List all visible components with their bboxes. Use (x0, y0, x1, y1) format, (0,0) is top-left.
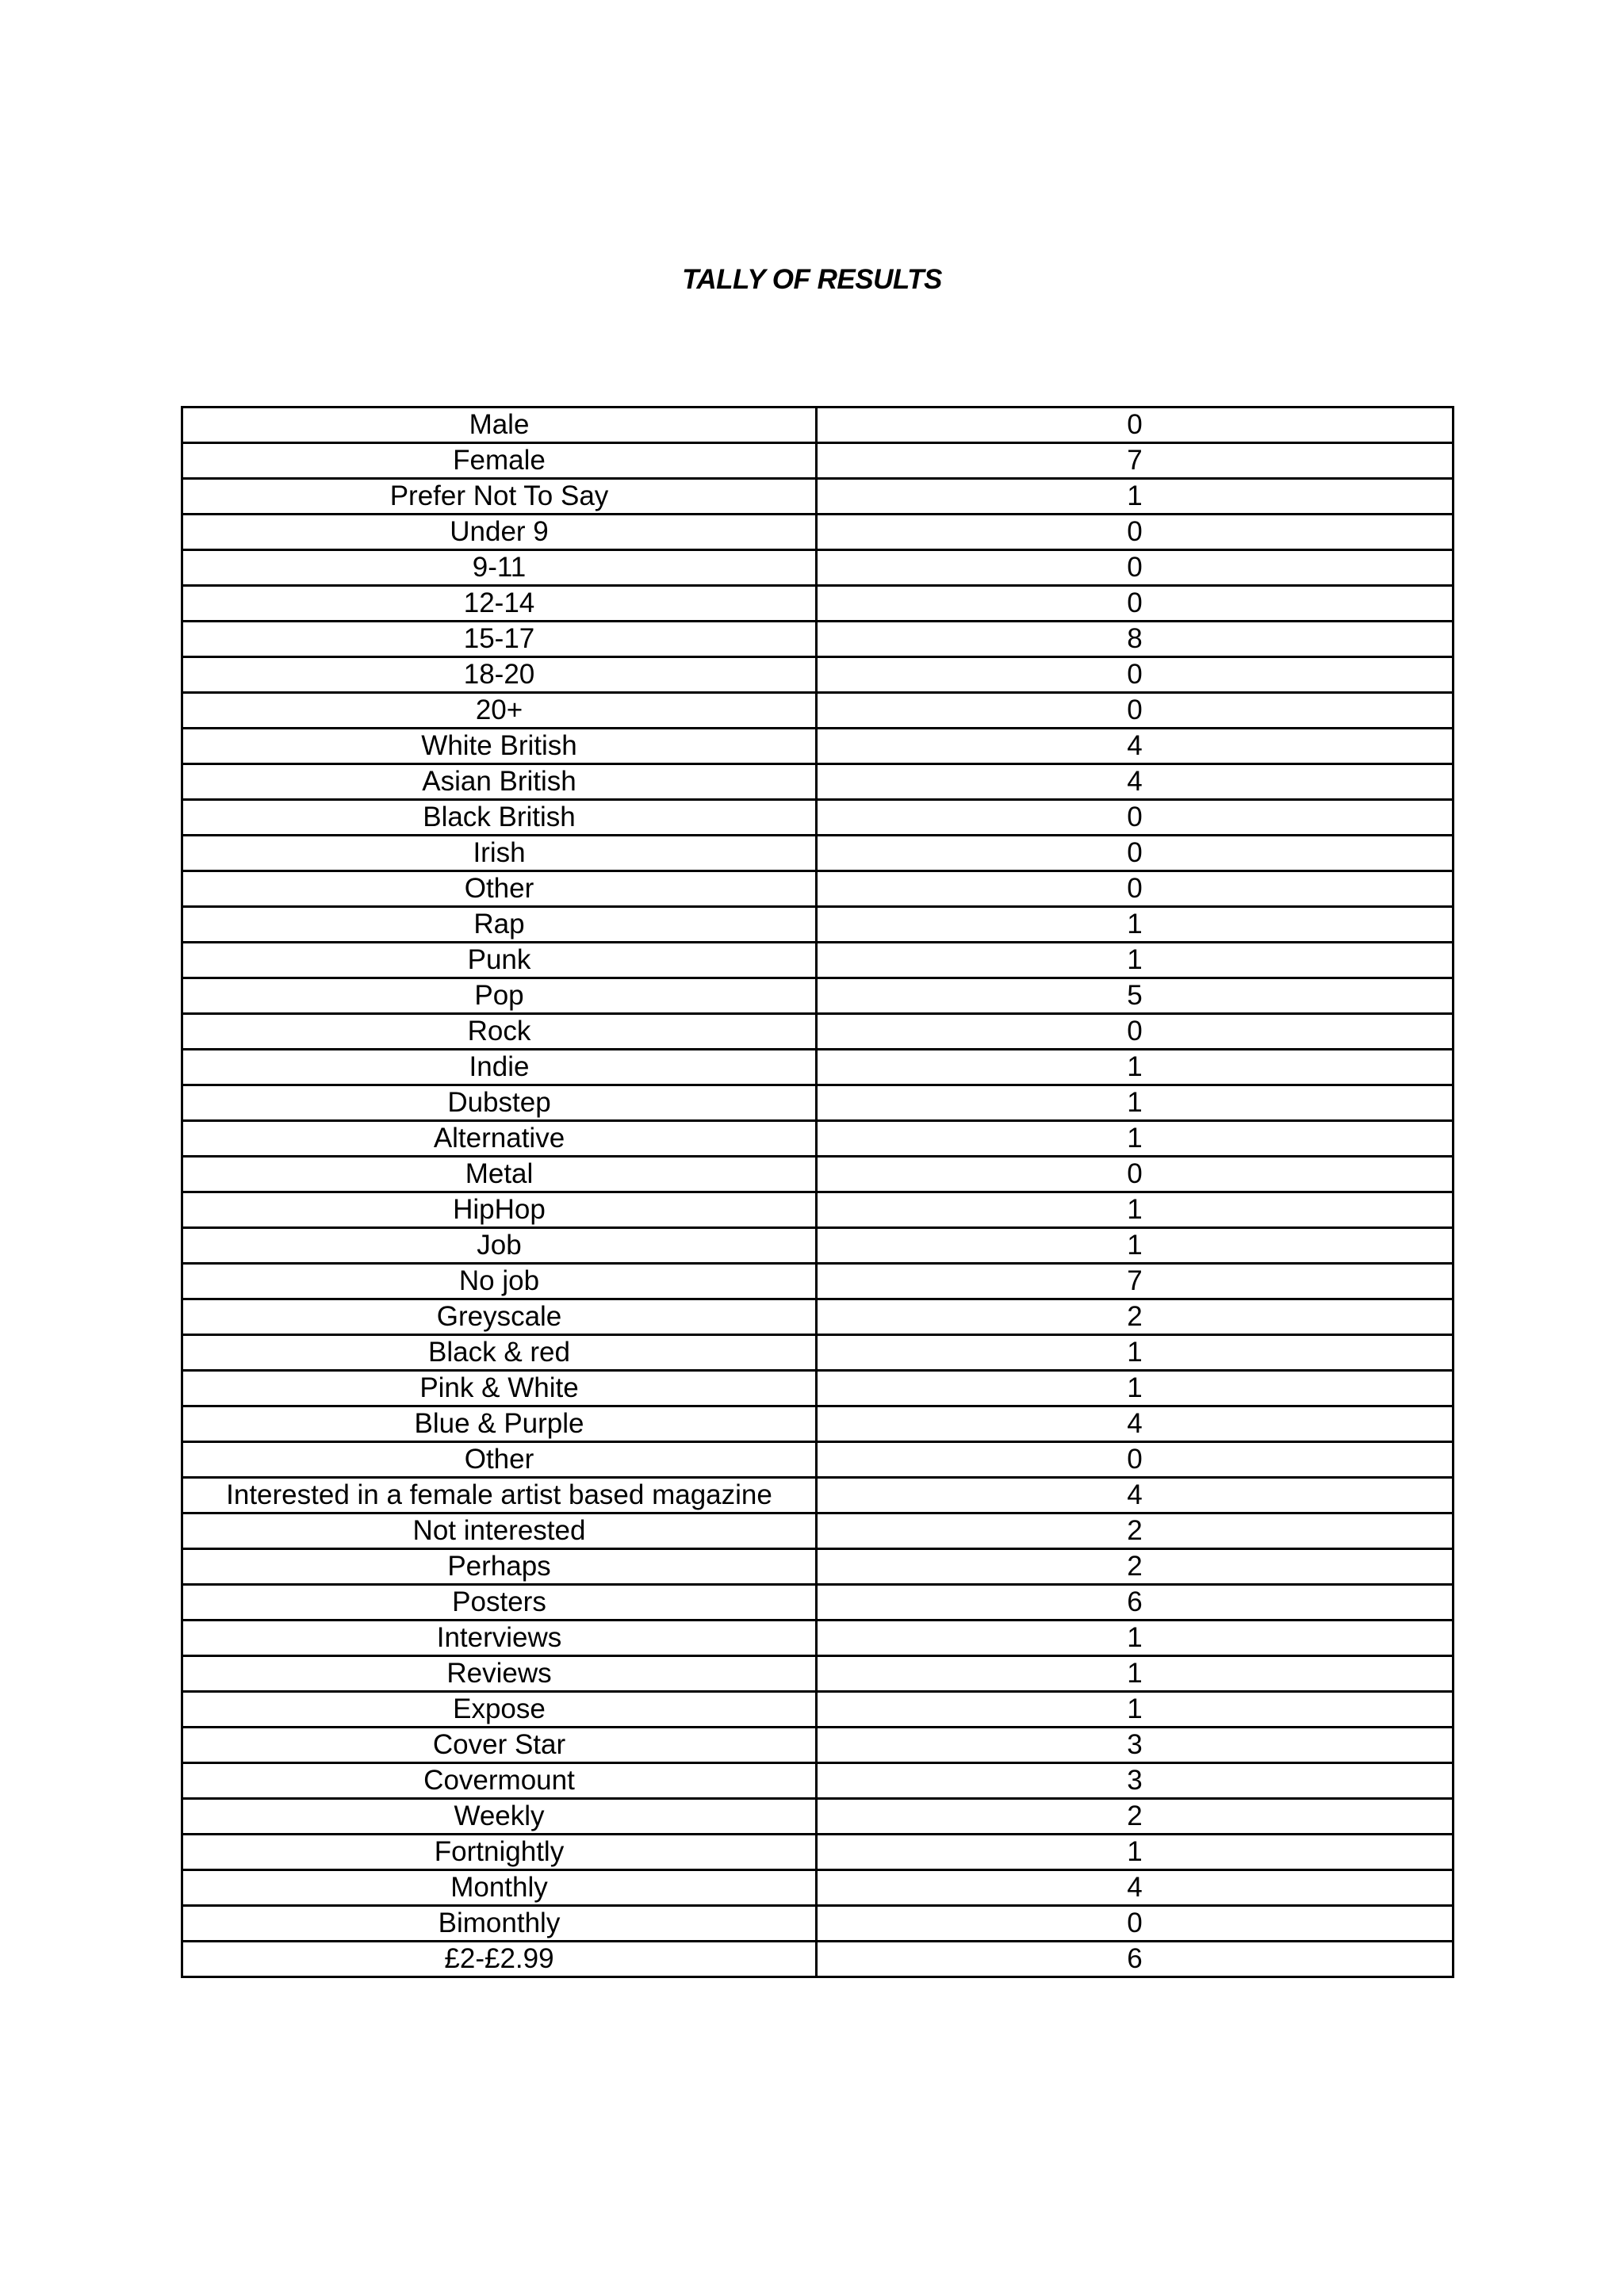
row-value: 7 (817, 1264, 1454, 1299)
row-value: 2 (817, 1299, 1454, 1335)
row-value: 1 (817, 1835, 1454, 1870)
row-value: 1 (817, 1621, 1454, 1656)
row-value: 0 (817, 515, 1454, 550)
row-label: No job (182, 1264, 817, 1299)
row-label: 20+ (182, 693, 817, 729)
table-row (182, 1014, 1454, 1050)
row-label: Bimonthly (182, 1906, 817, 1942)
row-value: 3 (817, 1728, 1454, 1763)
table-row (182, 1406, 1454, 1442)
row-label: Reviews (182, 1656, 817, 1692)
table-row (182, 408, 1454, 443)
table-row (182, 1050, 1454, 1085)
row-value: 0 (817, 1906, 1454, 1942)
table-row (182, 800, 1454, 836)
row-label: Monthly (182, 1870, 817, 1906)
table-row (182, 1478, 1454, 1513)
row-value: 4 (817, 1406, 1454, 1442)
row-label: Dubstep (182, 1085, 817, 1121)
row-value: 1 (817, 1335, 1454, 1371)
row-value: 1 (817, 1121, 1454, 1157)
row-label: Expose (182, 1692, 817, 1728)
table-row (182, 1299, 1454, 1335)
table-row (182, 693, 1454, 729)
row-value: 0 (817, 586, 1454, 622)
row-label: Asian British (182, 764, 817, 800)
row-value: 0 (817, 657, 1454, 693)
row-label: 12-14 (182, 586, 817, 622)
row-label: Punk (182, 943, 817, 978)
table-row (182, 978, 1454, 1014)
table-row (182, 1585, 1454, 1621)
row-label: Covermount (182, 1763, 817, 1799)
row-value: 3 (817, 1763, 1454, 1799)
row-value: 1 (817, 1050, 1454, 1085)
row-label: Metal (182, 1157, 817, 1192)
row-value: 1 (817, 943, 1454, 978)
row-value: 1 (817, 1371, 1454, 1406)
row-label: 18-20 (182, 657, 817, 693)
table-row (182, 1228, 1454, 1264)
row-label: Interviews (182, 1621, 817, 1656)
row-label: Other (182, 1442, 817, 1478)
tally-table-body (182, 408, 1454, 1977)
table-row (182, 764, 1454, 800)
table-row (182, 1763, 1454, 1799)
row-label: Other (182, 871, 817, 907)
row-label: 9-11 (182, 550, 817, 586)
table-row (182, 1549, 1454, 1585)
row-value: 0 (817, 1442, 1454, 1478)
row-label: Posters (182, 1585, 817, 1621)
row-value: 4 (817, 1870, 1454, 1906)
row-value: 2 (817, 1799, 1454, 1835)
row-value: 2 (817, 1549, 1454, 1585)
table-row (182, 1692, 1454, 1728)
row-label: Not interested (182, 1513, 817, 1549)
row-value: 4 (817, 729, 1454, 764)
table-row (182, 871, 1454, 907)
table-row (182, 1835, 1454, 1870)
row-value: 4 (817, 764, 1454, 800)
row-value: 6 (817, 1942, 1454, 1977)
row-value: 1 (817, 1692, 1454, 1728)
table-row (182, 836, 1454, 871)
table-row (182, 1799, 1454, 1835)
row-value: 1 (817, 1085, 1454, 1121)
row-label: Weekly (182, 1799, 817, 1835)
table-row (182, 1513, 1454, 1549)
table-row (182, 586, 1454, 622)
row-label: Fortnightly (182, 1835, 817, 1870)
row-value: 6 (817, 1585, 1454, 1621)
table-row (182, 943, 1454, 978)
row-label: Male (182, 408, 817, 443)
row-label: Black British (182, 800, 817, 836)
row-value: 0 (817, 836, 1454, 871)
table-row (182, 1085, 1454, 1121)
page-title: TALLY OF RESULTS (682, 264, 942, 295)
table-row (182, 1906, 1454, 1942)
row-value: 5 (817, 978, 1454, 1014)
row-label: Prefer Not To Say (182, 479, 817, 515)
row-value: 0 (817, 871, 1454, 907)
row-label: Blue & Purple (182, 1406, 817, 1442)
row-value: 1 (817, 479, 1454, 515)
row-label: Female (182, 443, 817, 479)
row-label: Black & red (182, 1335, 817, 1371)
row-label: Pink & White (182, 1371, 817, 1406)
row-label: HipHop (182, 1192, 817, 1228)
row-value: 0 (817, 408, 1454, 443)
row-value: 7 (817, 443, 1454, 479)
row-label: 15-17 (182, 622, 817, 657)
table-row (182, 729, 1454, 764)
row-value: 8 (817, 622, 1454, 657)
table-row (182, 1870, 1454, 1906)
row-label: White British (182, 729, 817, 764)
table-row (182, 1621, 1454, 1656)
row-label: Alternative (182, 1121, 817, 1157)
tally-table (181, 406, 1454, 1978)
table-row (182, 479, 1454, 515)
table-row (182, 1121, 1454, 1157)
row-value: 0 (817, 1157, 1454, 1192)
table-row (182, 907, 1454, 943)
row-label: Rock (182, 1014, 817, 1050)
table-row (182, 1335, 1454, 1371)
table-row (182, 622, 1454, 657)
table-row (182, 1442, 1454, 1478)
table-row (182, 1192, 1454, 1228)
table-row (182, 657, 1454, 693)
row-value: 1 (817, 1656, 1454, 1692)
table-row (182, 1942, 1454, 1977)
table-row (182, 515, 1454, 550)
row-value: 4 (817, 1478, 1454, 1513)
row-label: £2-£2.99 (182, 1942, 817, 1977)
row-label: Cover Star (182, 1728, 817, 1763)
row-value: 2 (817, 1513, 1454, 1549)
row-label: Indie (182, 1050, 817, 1085)
row-value: 1 (817, 907, 1454, 943)
row-label: Job (182, 1228, 817, 1264)
row-label: Rap (182, 907, 817, 943)
row-label: Irish (182, 836, 817, 871)
row-label: Interested in a female artist based magazine (182, 1478, 817, 1513)
table-row (182, 550, 1454, 586)
row-label: Greyscale (182, 1299, 817, 1335)
row-label: Pop (182, 978, 817, 1014)
row-value: 0 (817, 800, 1454, 836)
row-value: 0 (817, 550, 1454, 586)
table-row (182, 1157, 1454, 1192)
table-row (182, 1264, 1454, 1299)
table-row (182, 443, 1454, 479)
row-value: 1 (817, 1192, 1454, 1228)
row-label: Perhaps (182, 1549, 817, 1585)
row-value: 0 (817, 693, 1454, 729)
table-row (182, 1371, 1454, 1406)
row-label: Under 9 (182, 515, 817, 550)
row-value: 1 (817, 1228, 1454, 1264)
row-value: 0 (817, 1014, 1454, 1050)
table-row (182, 1656, 1454, 1692)
table-row (182, 1728, 1454, 1763)
